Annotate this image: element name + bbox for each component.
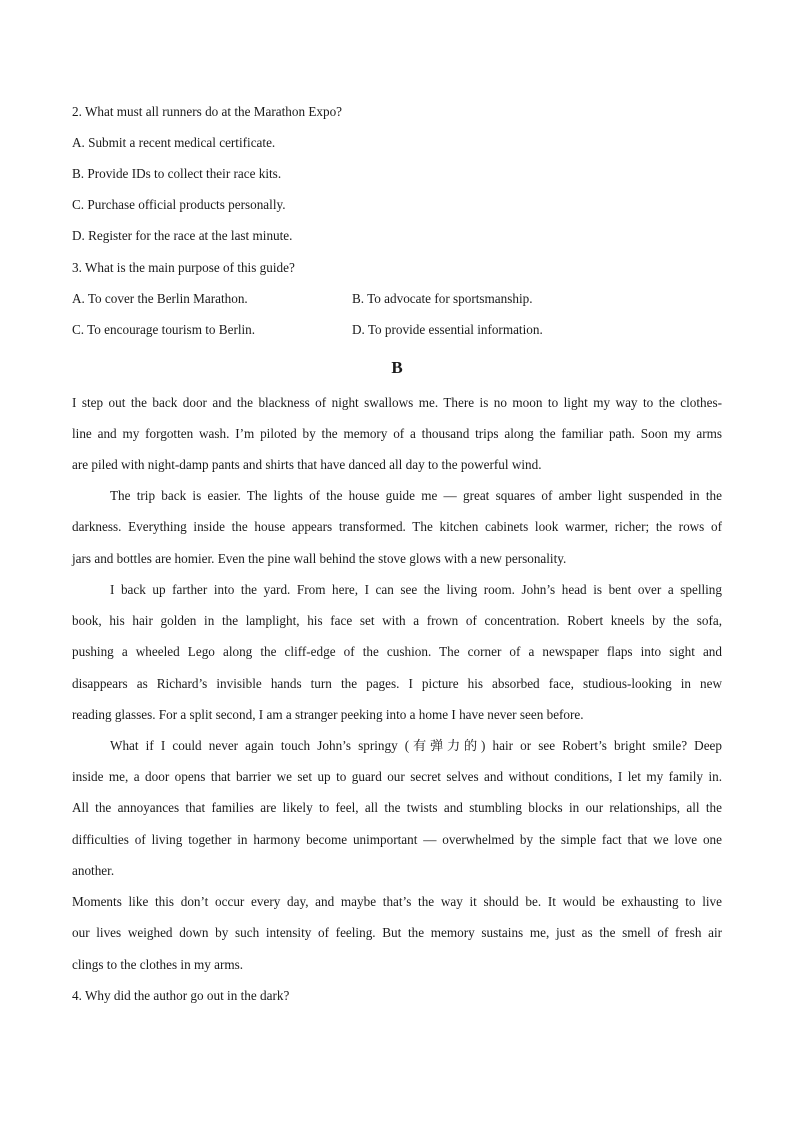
question-3-option-b: B. To advocate for sportsmanship. xyxy=(352,291,533,306)
passage-line: pushing a wheeled Lego along the cliff-edge of the cushion. The corner of a newspaper flaps into sight and xyxy=(72,644,722,659)
passage-line: our lives weighed down by such intensity of feeling. But the memory sustains me, just as the smell of fresh air xyxy=(72,925,722,940)
passage-b-heading: B xyxy=(391,358,403,377)
passage-line: difficulties of living together in harmony become unimportant — overwhelmed by the simple fact that we love one xyxy=(72,832,722,847)
question-4-stem: 4. Why did the author go out in the dark? xyxy=(72,988,290,1003)
passage-line: All the annoyances that families are likely to feel, all the twists and stumbling blocks in our relationships, all the xyxy=(72,800,722,815)
question-3-option-a: A. To cover the Berlin Marathon. xyxy=(72,291,248,306)
passage-line: are piled with night-damp pants and shirts that have danced all day to the powerful wind. xyxy=(72,457,542,472)
passage-line: book, his hair golden in the lamplight, his face set with a frown of concentration. Robert kneels by the sofa, xyxy=(72,613,722,628)
passage-line: darkness. Everything inside the house appears transformed. The kitchen cabinets look warmer, richer; the rows of xyxy=(72,519,722,534)
question-2-option-b: B. Provide IDs to collect their race kits. xyxy=(72,166,282,181)
passage-line: disappears as Richard’s invisible hands turn the pages. I picture his absorbed face, studious-looking in new xyxy=(72,676,722,691)
passage-line: What if I could never again touch John’s springy (有弹力的) hair or see Robert’s bright smile? Deep xyxy=(110,738,722,753)
passage-line: clings to the clothes in my arms. xyxy=(72,957,244,972)
passage-line: The trip back is easier. The lights of the house guide me — great squares of amber light suspended in the xyxy=(110,488,722,503)
question-3-stem: 3. What is the main purpose of this guide? xyxy=(72,260,295,275)
question-2-option-c: C. Purchase official products personally. xyxy=(72,197,286,212)
passage-line: reading glasses. For a split second, I am a stranger peeking into a home I have never seen before. xyxy=(72,707,584,722)
passage-line: another. xyxy=(72,863,115,878)
question-3-option-d: D. To provide essential information. xyxy=(352,322,543,337)
question-2-option-a: A. Submit a recent medical certificate. xyxy=(72,135,276,150)
passage-line: line and my forgotten wash. I’m piloted by the memory of a thousand trips along the familiar path. Soon my arms xyxy=(72,426,722,441)
question-3-option-c: C. To encourage tourism to Berlin. xyxy=(72,322,256,337)
passage-line: I back up farther into the yard. From here, I can see the living room. John’s head is bent over a spelling xyxy=(110,582,722,597)
question-2-stem: 2. What must all runners do at the Marathon Expo? xyxy=(72,104,343,119)
passage-line: I step out the back door and the blackness of night swallows me. There is no moon to light my way to the clothes- xyxy=(72,395,722,410)
passage-line: Moments like this don’t occur every day, and maybe that’s the way it should be. It would be exhausting to live xyxy=(72,894,722,909)
passage-line: inside me, a door opens that barrier we set up to guard our secret selves and without conditions, I let my family in. xyxy=(72,769,722,784)
passage-line: jars and bottles are homier. Even the pine wall behind the stove glows with a new personality. xyxy=(72,551,567,566)
question-2-option-d: D. Register for the race at the last minute. xyxy=(72,228,293,243)
